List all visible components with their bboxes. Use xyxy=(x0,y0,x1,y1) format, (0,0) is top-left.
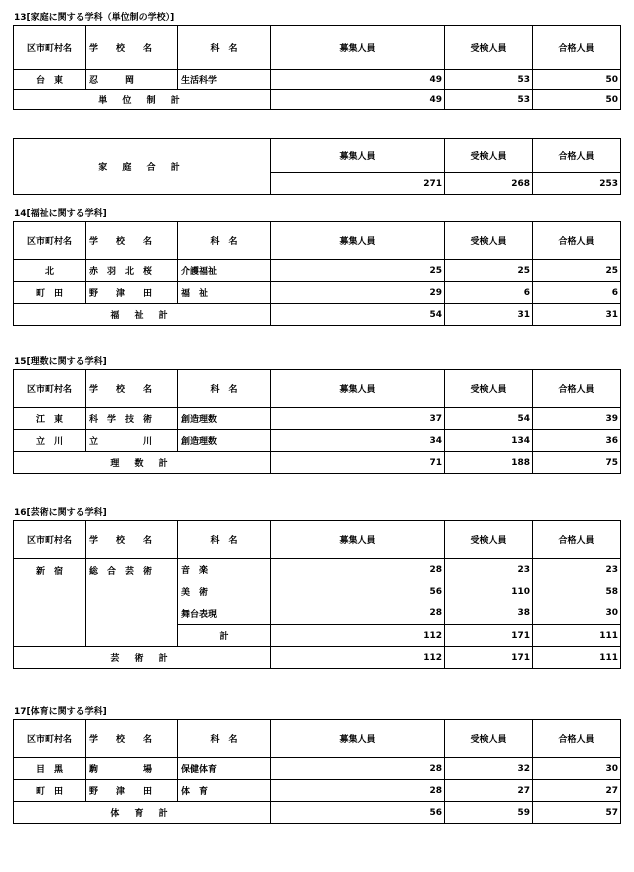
cell-course: 保健体育 xyxy=(178,758,271,780)
header-school: 学 校 名 xyxy=(86,222,178,260)
cell-applicants: 23 xyxy=(445,559,533,581)
header-district: 区市町村名 xyxy=(14,720,86,758)
cell-district: 江 東 xyxy=(14,408,86,430)
cell-district: 町 田 xyxy=(14,282,86,304)
total-recruit: 49 xyxy=(271,90,445,110)
table-row xyxy=(14,758,621,780)
cell-school: 赤 羽 北 桜 xyxy=(86,260,178,282)
cell-passed: 25 xyxy=(533,260,621,282)
header-school: 学 校 名 xyxy=(86,370,178,408)
grand-total-passed: 253 xyxy=(533,173,621,195)
header-passed: 合格人員 xyxy=(533,521,621,559)
total-passed: 50 xyxy=(533,90,621,110)
total-recruit: 54 xyxy=(271,304,445,326)
total-applicants: 59 xyxy=(445,802,533,824)
total-recruit: 71 xyxy=(271,452,445,474)
cell-recruit: 28 xyxy=(271,603,445,625)
header-applicants: 受検人員 xyxy=(445,720,533,758)
cell-passed: 30 xyxy=(533,603,621,625)
cell-recruit: 34 xyxy=(271,430,445,452)
cell-recruit: 29 xyxy=(271,282,445,304)
header-course: 科 名 xyxy=(178,720,271,758)
cell-course: 舞台表現 xyxy=(178,603,271,625)
table-row xyxy=(14,408,621,430)
cell-recruit: 28 xyxy=(271,758,445,780)
table-physical-education xyxy=(13,719,621,824)
header-recruit: 募集人員 xyxy=(271,222,445,260)
header-passed: 合格人員 xyxy=(533,222,621,260)
total-row xyxy=(14,90,621,110)
cell-applicants: 53 xyxy=(445,70,533,90)
table-row xyxy=(14,780,621,802)
table-row xyxy=(14,430,621,452)
cell-passed: 6 xyxy=(533,282,621,304)
table-welfare xyxy=(13,221,621,326)
total-passed: 75 xyxy=(533,452,621,474)
subtotal-label: 計 xyxy=(178,625,271,647)
table-home-economics-credit xyxy=(13,25,621,110)
total-applicants: 188 xyxy=(445,452,533,474)
total-label: 体 育 計 xyxy=(14,802,271,824)
cell-applicants: 38 xyxy=(445,603,533,625)
cell-district: 北 xyxy=(14,260,86,282)
cell-district: 立 川 xyxy=(14,430,86,452)
cell-school: 立 川 xyxy=(86,430,178,452)
header-passed: 合格人員 xyxy=(533,720,621,758)
header-recruit: 募集人員 xyxy=(271,521,445,559)
header-recruit: 募集人員 xyxy=(271,370,445,408)
cell-course: 介護福祉 xyxy=(178,260,271,282)
header-district: 区市町村名 xyxy=(14,370,86,408)
cell-course: 創造理数 xyxy=(178,408,271,430)
cell-course: 福 祉 xyxy=(178,282,271,304)
header-course: 科 名 xyxy=(178,26,271,70)
cell-applicants: 6 xyxy=(445,282,533,304)
cell-course: 生活科学 xyxy=(178,70,271,90)
cell-district: 新 宿 xyxy=(14,559,86,647)
cell-school: 総 合 芸 術 xyxy=(86,559,178,647)
total-label: 単 位 制 計 xyxy=(14,90,271,110)
cell-passed: 23 xyxy=(533,559,621,581)
header-school: 学 校 名 xyxy=(86,521,178,559)
grand-total-recruit: 271 xyxy=(271,173,445,195)
total-passed: 57 xyxy=(533,802,621,824)
cell-passed: 36 xyxy=(533,430,621,452)
cell-school: 野 津 田 xyxy=(86,282,178,304)
cell-applicants: 32 xyxy=(445,758,533,780)
cell-applicants: 27 xyxy=(445,780,533,802)
header-course: 科 名 xyxy=(178,222,271,260)
section-title: 14[福祉に関する学科] xyxy=(14,209,107,219)
subtotal-recruit: 112 xyxy=(271,625,445,647)
table-row xyxy=(14,70,621,90)
cell-school: 野 津 田 xyxy=(86,780,178,802)
total-row xyxy=(14,452,621,474)
section-title: 13[家庭に関する学科（単位制の学校）] xyxy=(14,13,175,23)
total-applicants: 31 xyxy=(445,304,533,326)
cell-course: 美 術 xyxy=(178,581,271,603)
header-school: 学 校 名 xyxy=(86,26,178,70)
section-title: 17[体育に関する学科] xyxy=(14,707,107,717)
cell-applicants: 110 xyxy=(445,581,533,603)
header-passed: 合格人員 xyxy=(533,26,621,70)
cell-course: 音 楽 xyxy=(178,559,271,581)
subtotal-passed: 111 xyxy=(533,625,621,647)
cell-recruit: 25 xyxy=(271,260,445,282)
total-row xyxy=(14,304,621,326)
header-district: 区市町村名 xyxy=(14,26,86,70)
cell-passed: 30 xyxy=(533,758,621,780)
cell-applicants: 54 xyxy=(445,408,533,430)
header-district: 区市町村名 xyxy=(14,521,86,559)
subtotal-applicants: 171 xyxy=(445,625,533,647)
total-passed: 111 xyxy=(533,647,621,669)
total-label: 理 数 計 xyxy=(14,452,271,474)
cell-recruit: 37 xyxy=(271,408,445,430)
table-row xyxy=(14,559,621,581)
cell-school: 忍 岡 xyxy=(86,70,178,90)
cell-applicants: 134 xyxy=(445,430,533,452)
total-applicants: 171 xyxy=(445,647,533,669)
section-title: 16[芸術に関する学科] xyxy=(14,508,107,518)
grand-total-applicants: 268 xyxy=(445,173,533,195)
header-applicants: 受検人員 xyxy=(445,139,533,173)
cell-recruit: 28 xyxy=(271,559,445,581)
total-row xyxy=(14,647,621,669)
cell-course: 創造理数 xyxy=(178,430,271,452)
table-home-economics-total xyxy=(13,138,621,195)
header-passed: 合格人員 xyxy=(533,370,621,408)
total-passed: 31 xyxy=(533,304,621,326)
total-recruit: 56 xyxy=(271,802,445,824)
cell-district: 台 東 xyxy=(14,70,86,90)
cell-school: 科 学 技 術 xyxy=(86,408,178,430)
total-recruit: 112 xyxy=(271,647,445,669)
cell-passed: 27 xyxy=(533,780,621,802)
cell-applicants: 25 xyxy=(445,260,533,282)
table-row xyxy=(14,260,621,282)
header-recruit: 募集人員 xyxy=(271,26,445,70)
cell-school: 駒 場 xyxy=(86,758,178,780)
cell-course: 体 育 xyxy=(178,780,271,802)
cell-passed: 39 xyxy=(533,408,621,430)
section-title: 15[理数に関する学科] xyxy=(14,357,107,367)
grand-total-label: 家 庭 合 計 xyxy=(14,139,271,195)
cell-recruit: 56 xyxy=(271,581,445,603)
header-passed: 合格人員 xyxy=(533,139,621,173)
cell-district: 町 田 xyxy=(14,780,86,802)
total-label: 福 祉 計 xyxy=(14,304,271,326)
header-applicants: 受検人員 xyxy=(445,222,533,260)
table-science-math xyxy=(13,369,621,474)
cell-recruit: 49 xyxy=(271,70,445,90)
total-applicants: 53 xyxy=(445,90,533,110)
header-school: 学 校 名 xyxy=(86,720,178,758)
header-recruit: 募集人員 xyxy=(271,139,445,173)
cell-passed: 58 xyxy=(533,581,621,603)
header-course: 科 名 xyxy=(178,370,271,408)
total-label: 芸 術 計 xyxy=(14,647,271,669)
table-arts xyxy=(13,520,621,669)
total-row xyxy=(14,802,621,824)
header-course: 科 名 xyxy=(178,521,271,559)
header-applicants: 受検人員 xyxy=(445,26,533,70)
table-row xyxy=(14,282,621,304)
header-recruit: 募集人員 xyxy=(271,720,445,758)
header-district: 区市町村名 xyxy=(14,222,86,260)
cell-passed: 50 xyxy=(533,70,621,90)
cell-district: 目 黒 xyxy=(14,758,86,780)
header-applicants: 受検人員 xyxy=(445,521,533,559)
cell-recruit: 28 xyxy=(271,780,445,802)
header-applicants: 受検人員 xyxy=(445,370,533,408)
